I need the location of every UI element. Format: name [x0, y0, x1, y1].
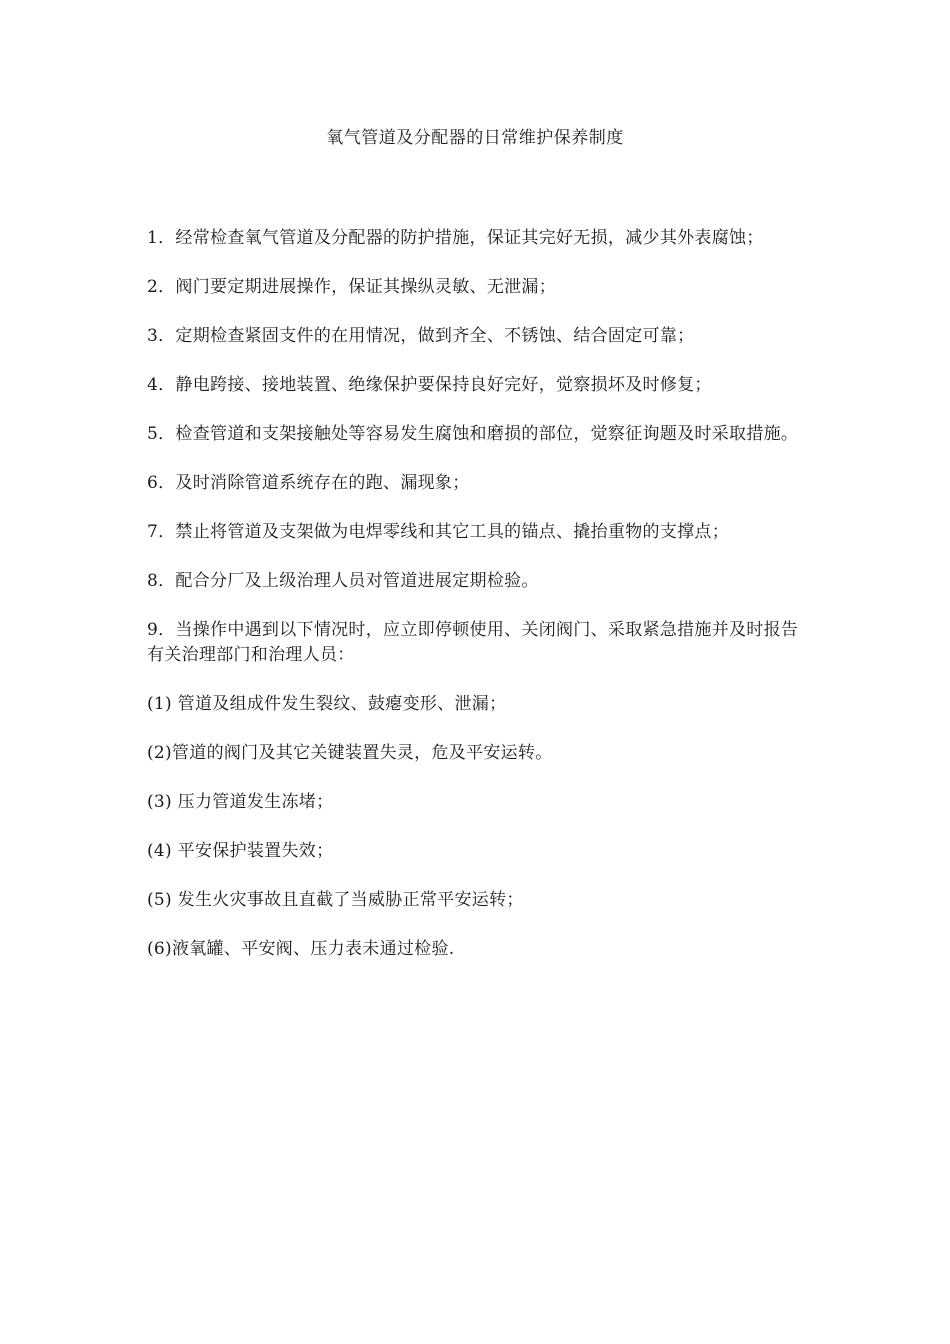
sub-item: (4) 平安保护装置失效；: [147, 841, 334, 861]
paragraph: 3．定期检查紧固支件的在用情况，做到齐全、不锈蚀、结合固定可靠；: [147, 326, 695, 346]
document-title: 氧气管道及分配器的日常维护保养制度: [326, 128, 624, 148]
sub-item: (2)管道的阀门及其它关键装置失灵，危及平安运转。: [147, 743, 553, 763]
paragraph: 5．检查管道和支架接触处等容易发生腐蚀和磨损的部位，觉察征询题及时采取措施。: [147, 424, 799, 444]
paragraph: 6．及时消除管道系统存在的跑、漏现象；: [147, 473, 470, 493]
document-body: [147, 226, 799, 986]
paragraph: 1．经常检查氧气管道及分配器的防护措施，保证其完好无损，减少其外表腐蚀；: [147, 228, 764, 248]
paragraph: 7．禁止将管道及支架做为电焊零线和其它工具的锚点、撬抬重物的支撑点；: [147, 522, 730, 542]
sub-item: (5) 发生火灾事故且直截了当威胁正常平安运转；: [147, 890, 524, 910]
paragraph: 8．配合分厂及上级治理人员对管道进展定期检验。: [147, 571, 539, 591]
sub-item: (6)液氧罐、平安阀、压力表未通过检验.: [147, 939, 455, 959]
paragraph: 9．当操作中遇到以下情况时，应立即停顿使用、关闭阀门、采取紧急措施并及时报告有关治理部门和治理人员：: [147, 620, 799, 665]
paragraph: 2．阀门要定期进展操作，保证其操纵灵敏、无泄漏；: [147, 277, 557, 297]
sub-item: (3) 压力管道发生冻堵；: [147, 792, 334, 812]
sub-item: (1) 管道及组成件发生裂纹、鼓瘪变形、泄漏；: [147, 694, 507, 714]
paragraph: 4．静电跨接、接地装置、绝缘保护要保持良好完好，觉察损坏及时修复；: [147, 375, 712, 395]
